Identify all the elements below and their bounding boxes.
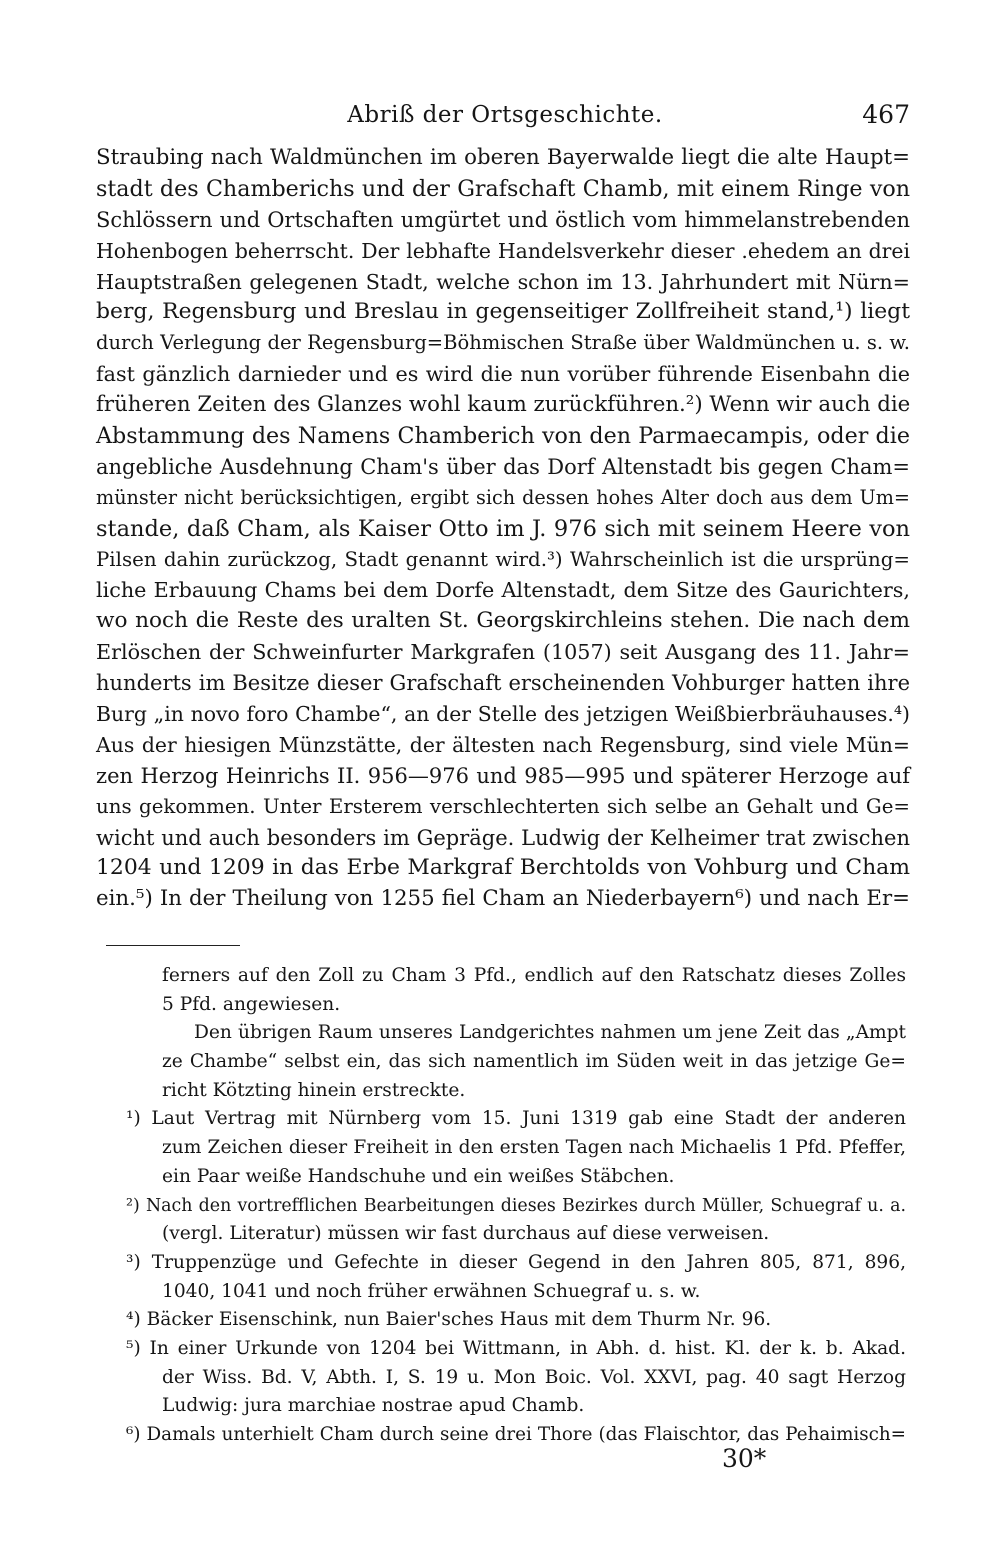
footnote-line: 1040, 1041 und noch früher erwähnen Schuegraf u. s. w. [162, 1280, 701, 1302]
footnote-line: ein Paar weiße Handschuhe und ein weißes Stäbchen. [162, 1165, 675, 1187]
footnote-line: ⁴) Bäcker Eisenschink, nun Baier'sches Haus mit dem Thurm Nr. 96. [126, 1309, 772, 1331]
footnote-line: 5 Pfd. angewiesen. [162, 993, 341, 1015]
text-line: angebliche Ausdehnung Cham's über das Dorf Altenstadt bis gegen Cham= [96, 454, 910, 479]
footnote-line: ³) Truppenzüge und Gefechte in dieser Gegend in den Jahren 805, 871, 896, [126, 1251, 906, 1273]
footnote-divider [106, 945, 240, 946]
text-line: uns gekommen. Unter Ersterem verschlechterten sich selbe an Gehalt und Ge= [96, 794, 910, 818]
text-line: wo noch die Reste des uralten St. Georgskirchleins stehen. Die nach dem [96, 608, 910, 634]
page-number: 467 [862, 100, 910, 129]
footnote-line: richt Kötzting hinein erstreckte. [162, 1079, 466, 1101]
footnote-line: der Wiss. Bd. V, Abth. I, S. 19 u. Mon Boic. Vol. XXVI, pag. 40 sagt Herzog [162, 1366, 906, 1388]
main-text [96, 143, 910, 915]
running-title: Abriß der Ortsgeschichte. [347, 102, 663, 128]
text-line: Aus der hiesigen Münzstätte, der ältesten nach Regensburg, sind viele Mün= [96, 732, 910, 757]
page-header [100, 98, 910, 132]
text-line: ein.⁵) In der Theilung von 1255 fiel Cham an Niederbayern⁶) und nach Er= [96, 886, 910, 912]
footnote-line: ⁵) In einer Urkunde von 1204 bei Wittmann, in Abh. d. hist. Kl. der k. b. Akad. [126, 1337, 906, 1359]
text-line: Erlöschen der Schweinfurter Markgrafen (1057) seit Ausgang des 11. Jahr= [96, 640, 910, 665]
text-line: durch Verlegung der Regensburg=Böhmischen Straße über Waldmünchen u. s. w. [96, 331, 910, 355]
text-line: hunderts im Besitze dieser Grafschaft erscheinenden Vohburger hatten ihre [96, 671, 910, 696]
footnote-line: ²) Nach den vortrefflichen Bearbeitungen dieses Bezirkes durch Müller, Schuegraf u. a. [126, 1195, 906, 1216]
footnote-line: Den übrigen Raum unseres Landgerichtes nahmen um jene Zeit das „Ampt [194, 1022, 906, 1044]
footnote-line: (vergl. Literatur) müssen wir fast durchaus auf diese verweisen. [162, 1223, 770, 1245]
footnote-line: Ludwig: jura marchiae nostrae apud Chamb. [162, 1395, 585, 1417]
text-line: fast gänzlich darnieder und es wird die nun vorüber führende Eisenbahn die [96, 362, 910, 387]
text-line: Schlössern und Ortschaften umgürtet und östlich vom himmelanstrebenden [96, 207, 910, 232]
text-line: früheren Zeiten des Glanzes wohl kaum zurückführen.²) Wenn wir auch die [96, 392, 911, 418]
text-line: Hohenbogen beherrscht. Der lebhafte Handelsverkehr dieser .ehedem an drei [96, 238, 910, 263]
text-line: Straubing nach Waldmünchen im oberen Bayerwalde liegt die alte Haupt= [96, 145, 910, 170]
signature-mark: 30* [722, 1444, 767, 1473]
text-line: 1204 und 1209 in das Erbe Markgraf Berchtolds von Vohburg und Cham [96, 855, 910, 881]
footnote-line: ⁶) Damals unterhielt Cham durch seine drei Thore (das Flaischtor, das Pehaimisch= [126, 1424, 906, 1445]
footnote-line: ferners auf den Zoll zu Cham 3 Pfd., endlich auf den Ratschatz dieses Zolles [162, 965, 906, 986]
text-line: berg, Regensburg und Breslau in gegenseitiger Zollfreiheit stand,¹) liegt [96, 299, 910, 325]
footnote-line: zum Zeichen dieser Freiheit in den ersten Tagen nach Michaelis 1 Pfd. Pfeffer, [162, 1137, 906, 1159]
text-line: Burg „in novo foro Chambe“, an der Stelle des jetzigen Weißbierbräuhauses.⁴) [96, 702, 910, 727]
text-line: Hauptstraßen gelegenen Stadt, welche schon im 13. Jahrhundert mit Nürn= [96, 269, 910, 294]
text-line: zen Herzog Heinrichs II. 956—976 und 985—995 und späterer Herzoge auf [96, 763, 910, 788]
text-line: Abstammung des Namens Chamberich von den Parmaecampis, oder die [96, 423, 910, 450]
text-line: Pilsen dahin zurückzog, Stadt genannt wird.³) Wahrscheinlich ist die ursprüng= [96, 547, 910, 571]
text-line: liche Erbauung Chams bei dem Dorfe Altenstadt, dem Sitze des Gaurichters, [96, 578, 910, 603]
text-line: stadt des Chamberichs und der Grafschaft Chamb, mit einem Ringe von [96, 175, 910, 202]
text-line: münster nicht berücksichtigen, ergibt sich dessen hohes Alter doch aus dem Um= [96, 485, 910, 509]
text-line: wicht und auch besonders im Gepräge. Ludwig der Kelheimer trat zwischen [96, 825, 910, 850]
footnotes [106, 962, 906, 1450]
footnote-line: ¹) Laut Vertrag mit Nürnberg vom 15. Juni 1319 gab eine Stadt der anderen [126, 1108, 906, 1130]
text-line: stande, daß Cham, als Kaiser Otto im J. 976 sich mit seinem Heere von [96, 515, 910, 542]
footnote-line: ze Chambe“ selbst ein, das sich namentlich im Süden weit in das jetzige Ge= [162, 1051, 906, 1073]
